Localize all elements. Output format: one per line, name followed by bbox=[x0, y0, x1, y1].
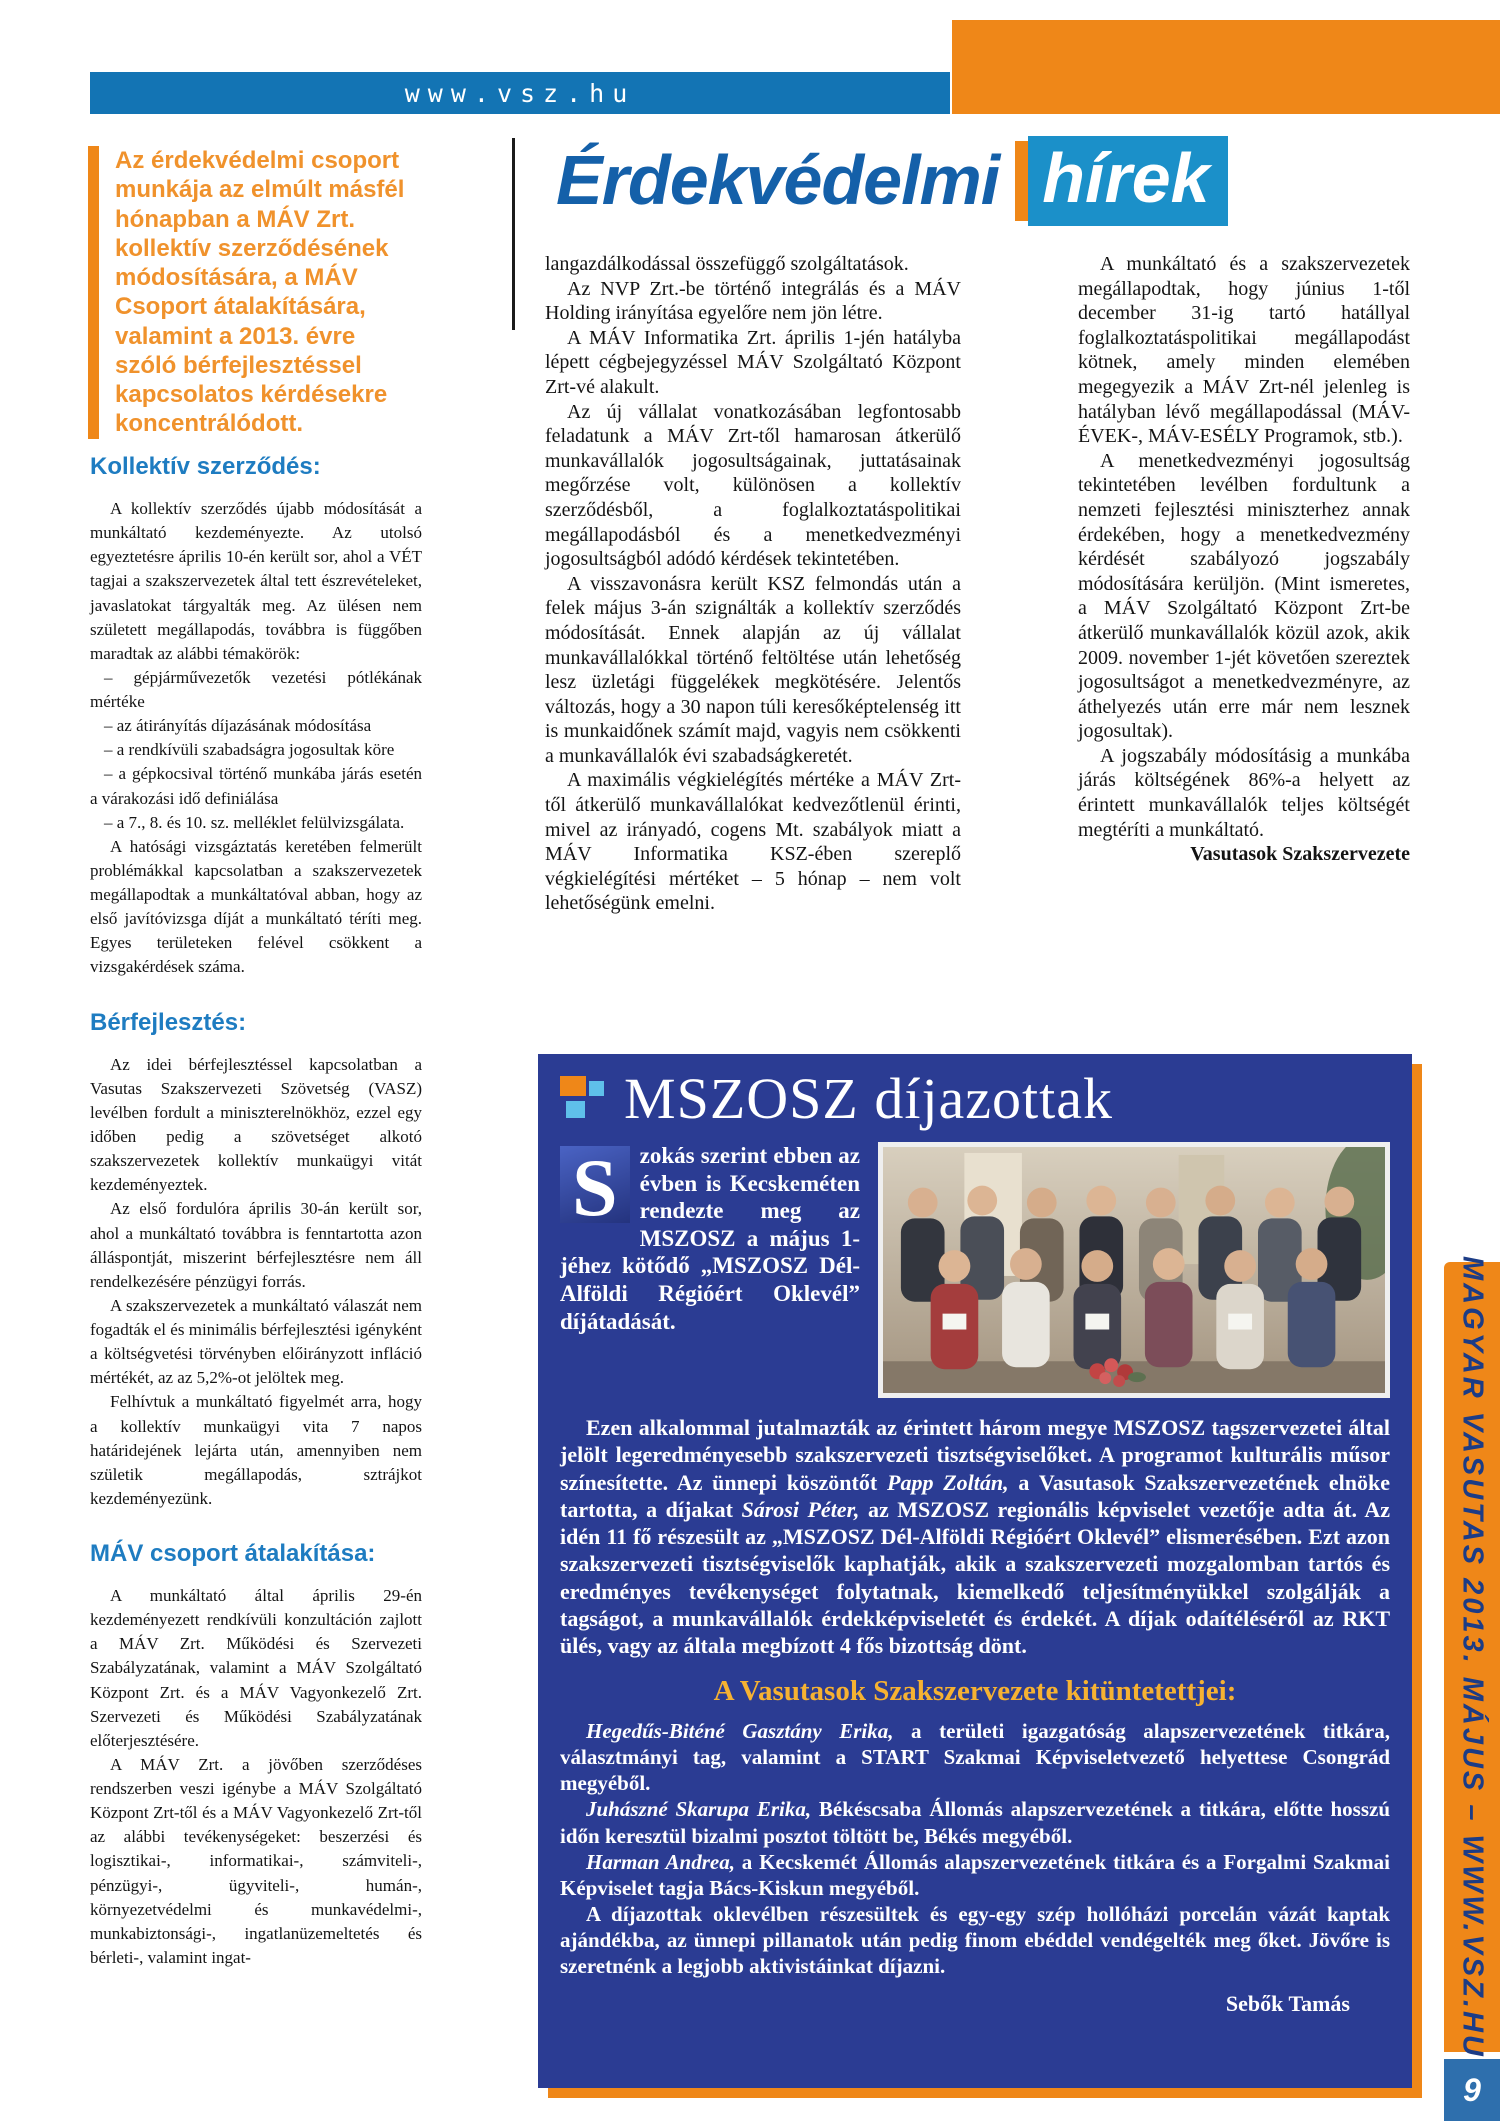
list-item: – a rendkívüli szabadságra jogosultak köre bbox=[104, 740, 395, 760]
article-paragraph: A kollektív szerződés újabb módosítását a munkáltató kezdeményezte. Az utolsó egyeztetésre április 10-én került sor, ahol a VÉT tagjai a szakszervezetek által tett észrevételeket, javaslatokat tárgyalták meg. Az ülésen nem született megállapodás, továbbra is függőben maradtak az alábbi témakörök: bbox=[90, 499, 422, 663]
spine-text: MAGYAR VASUTAS 2013. MÁJUS – WWW.VSZ.HU bbox=[1456, 1255, 1489, 2059]
site-url: www.vsz.hu bbox=[404, 78, 636, 108]
mszosz-body-paragraph bbox=[560, 1414, 1390, 1659]
list-item: – a 7., 8. és 10. sz. melléklet felülvizsgálata. bbox=[104, 812, 405, 832]
section-heading-mav-csoport: MÁV csoport átalakítása: bbox=[90, 1540, 376, 1568]
article-paragraph: A munkáltató és a szakszervezetek megállapodtak, hogy június 1-től december 31-ig tartó hatállyal foglalkoztatáspolitikai megállapodást kötnek, amely minden elemében megegyezik a MÁV Zrt-nél jelenleg is hatályban lévő megállapodással (MÁV-ÉVEK-, MÁV-ESÉLY Programok, stb.). bbox=[1078, 253, 1410, 448]
article-paragraph: Az új vállalat vonatkozásában legfontosabb feladatunk a MÁV Zrt-től hamarosan átkerülő munkavállalók jogosultságainak, juttatásainak megőrzése volt, különösen a kollektív szerződésből, a foglalkoztatáspolitikai megállapodásból és a menetkedvezményi jogosultságból adódó kérdések tekintetében. bbox=[545, 400, 961, 571]
person-name: Papp Zoltán, bbox=[887, 1469, 1009, 1495]
headline-main: Érdekvédelmi bbox=[556, 141, 1000, 219]
mszosz-award-box bbox=[538, 1054, 1412, 2088]
mszosz-signature: Sebők Tamás bbox=[1225, 1990, 1350, 2016]
body-text: az MSZOSZ regionális képviselet vezetője adta át. Az idén 11 fő részesült az „MSZOSZ Dél-Alföldi Régióért Oklevél” elismerésében. Ezt azon szakszervezeti tisztségviselők kaphatják, akik a szakszervezeti mozgalomban tartós és eredményes tevékenységet folytatnak, kiemelkedő teljesítményükkel szolgálják a tagságot, a munkavállalók érdekképviseletét és érdekét. A díjak odaítéléséről az RKT ülés, vagy az általa megbízott 4 fős bizottság dönt. bbox=[560, 1496, 1390, 1659]
article-paragraph: A jogszabály módosításig a munkába járás költségének 86%-a helyett az érintett munkavállalók teljes költségét megtéríti a munkáltató. bbox=[1078, 744, 1410, 841]
awardee-desc: a területi igazgatóság alapszervezetének titkára, választmányi tag, valamint a START Szakmai Képviseletvezető helyettese Csongrád megyéből. bbox=[560, 1719, 1390, 1796]
award-ceremony-photo bbox=[878, 1142, 1390, 1398]
awardee-name: Harman Andrea, bbox=[586, 1849, 735, 1874]
awardee-item bbox=[560, 1718, 1390, 1796]
header-orange-block bbox=[952, 20, 1500, 114]
group-photo-illustration bbox=[883, 1147, 1385, 1393]
mszosz-title: MSZOSZ díjazottak bbox=[624, 1066, 1114, 1131]
article-paragraph: A MÁV Zrt. a jövőben szerződéses rendszerben veszi igénybe a MÁV Szolgáltató Központ Zrt-től és a MÁV Vagyonkezelő Zrt-től az alábbi tevékenységeket: beszerzési és logisztikai-, informatikai-, számviteli-, pénzügyi-, ügyviteli-, humán-, környezetvédelmi és munkavédelmi-, munkabiztonsági-, ingatlanüzemeltetés és bérleti-, valamint ingat- bbox=[90, 1754, 422, 1967]
awardees-heading: A Vasutasok Szakszervezete kitüntetettjei: bbox=[713, 1675, 1237, 1708]
page-number: 9 bbox=[1444, 2059, 1500, 2121]
article-paragraph: A maximális végkielégítés mértéke a MÁV Zrt-től átkerülő munkavállalókat kedvezőtlenül érinti, mivel az irányadó, cogens Mt. szabályok miatt a MÁV Informatika KSZ-ében szereplő végkielégítési mértéket – 5 hónap – nem volt lehetőségünk emelni. bbox=[545, 769, 961, 915]
article-column-1 bbox=[90, 450, 422, 1970]
headline-accent-bar bbox=[1015, 141, 1028, 221]
article-signature: Vasutasok Szakszervezete bbox=[1190, 843, 1410, 866]
article-paragraph: A hatósági vizsgáztatás keretében felmerült problémákkal kapcsolatban a szakszervezetek megállapodtak a munkáltatóval abban, hogy az első javítóvizsga díját a munkáltató téríti meg. Egyes területeken felével csökkent a vizsgakérdések száma. bbox=[90, 836, 422, 977]
article-paragraph: A szakszervezetek a munkáltató válaszát nem fogadták el és minimális bérfejlesztési igényként a költségvetési törvényben előirányzott infláció mértékét, az az 5,2%-ot jelöltek meg. bbox=[90, 1295, 422, 1388]
headline bbox=[556, 136, 1228, 226]
awardee-desc: a Kecskemét Állomás alapszervezetének titkára és a Forgalmi Szakmai Képviselet tagja Bács-Kiskun megyéből. bbox=[560, 1849, 1390, 1900]
mszosz-title-bar bbox=[560, 1066, 1390, 1131]
lead-text: zokás szerint ebben az évben is Kecskeméten rendezte meg az MSZOSZ a május 1-jéhez kötődő „MSZOSZ Dél-Alföldi Régióért Oklevél” díjátadását. bbox=[560, 1143, 860, 1334]
headline-gap bbox=[999, 136, 1015, 226]
awardee-desc: Békéscsaba Állomás alapszervezetének a titkára, előtte hosszú időn keresztül bizalmi posztot töltött be, Békés megyéből. bbox=[560, 1797, 1390, 1848]
list-item: – a gépkocsival történő munkába járás esetén a várakozási idő definiálása bbox=[90, 764, 422, 808]
body-text: a Vasutasok Szakszervezetének elnöke tartotta, a díjakat bbox=[560, 1469, 1391, 1522]
awardee-item bbox=[560, 1849, 1390, 1901]
mszosz-lead-paragraph bbox=[560, 1142, 860, 1398]
vertical-divider bbox=[512, 138, 515, 330]
article-paragraph: Felhívtuk a munkáltató figyelmét arra, hogy a kollektív munkaügyi vita 7 napos határidejének lejárta után, amennyiben nem születik megállapodás, sztrájkot kezdeményezünk. bbox=[90, 1392, 422, 1508]
article-paragraph: A munkáltató által április 29-én kezdeményezett rendkívüli konzultáción zajlott a MÁV Zrt. Működési és Szervezeti Szabályzatának, valamint a MÁV Szolgáltató Központ Zrt. és a MÁV Vagyonkezelő Zrt. Szervezeti és Működési Szabályzatának előterjesztésére. bbox=[90, 1586, 422, 1750]
drop-cap: S bbox=[560, 1146, 630, 1223]
article-column-3 bbox=[1078, 252, 1410, 867]
intro-paragraph: Az érdekvédelmi csoport munkája az elmúlt másfél hónapban a MÁV Zrt. kollektív szerződésének módosítására, a MÁV Csoport átalakítására, valamint a 2013. évre szóló bérfejlesztéssel kapcsolatos kérdésekre koncentrálódott. bbox=[88, 146, 414, 439]
awardee-item bbox=[560, 1796, 1390, 1848]
header-bar bbox=[90, 72, 950, 114]
person-name: Sárosi Péter, bbox=[741, 1496, 860, 1522]
section-heading-kollektiv: Kollektív szerződés: bbox=[90, 453, 321, 480]
list-item: – az átirányítás díjazásának módosítása bbox=[104, 716, 372, 736]
article-paragraph: Az NVP Zrt.-be történő integrálás és a MÁV Holding irányítása egyelőre nem jön létre. bbox=[545, 277, 961, 325]
mszosz-closing-paragraph: A díjazottak oklevélben részesültek és egy-egy szép hollóházi porcelán vázát kaptak ajándékba, az ünnepi pillanatok után pedig finom ebéddel vendégelték meg őket. Jövőre is szeretnénk a legjobb aktivistáinkat díjazni. bbox=[560, 1901, 1390, 1978]
squares-logo-icon bbox=[560, 1076, 606, 1122]
article-column-2 bbox=[545, 252, 961, 916]
mszosz-top-row bbox=[560, 1142, 1390, 1398]
awardee-name: Hegedűs-Biténé Gasztány Erika, bbox=[586, 1719, 894, 1744]
headline-highlight: hírek bbox=[1028, 136, 1227, 226]
article-paragraph: A menetkedvezményi jogosultság tekintetében levélben fordultunk a nemzeti fejlesztési miniszterhez annak érdekében, hogy a menetkedvezmény kérdését szabályozó jogszabály módosítására kerüljön. (Mint ismeretes, a MÁV Szolgáltató Központ Zrt-be átkerülő munkavállalók közül azok, akik 2009. november 1-jét követően szereztek jogosultságot a menetkedvezményre, az áthelyezés után erre már nem lesznek jogosultak). bbox=[1078, 449, 1410, 743]
body-text: Ezen alkalommal jutalmazták az érintett három megye MSZOSZ tagszervezetei által jelölt legeredményesebb szakszervezeti tisztségviselőket. A programot kulturális műsor színesítette. Az ünnepi köszöntőt bbox=[560, 1415, 1390, 1495]
article-paragraph: Az idei bérfejlesztéssel kapcsolatban a Vasutas Szakszervezeti Szövetség (VASZ) levélben fordult a miniszterelnökhöz, ezzel egy időben pedig a szövetséget alkotó szakszervezetek kollektív munkaügyi vitát kezdeményeztek. bbox=[90, 1054, 422, 1195]
spine-bar bbox=[1444, 1255, 1500, 2059]
awardee-name: Juhászné Skarupa Erika, bbox=[586, 1797, 812, 1822]
article-paragraph: langazdálkodással összefüggő szolgáltatások. bbox=[545, 253, 909, 275]
list-item: – gépjárművezetők vezetési pótlékának mértéke bbox=[90, 667, 422, 712]
article-paragraph: Az első fordulóra április 30-án került sor, ahol a munkáltató továbbra is fenntartotta azon álláspontját, miszerint bérfejlesztésre nem áll rendelkezésére pénzügyi forrás. bbox=[90, 1199, 422, 1291]
article-paragraph: A visszavonásra került KSZ felmondás után a felek május 3-án szignálták a kollektív szerződés módosítását. Ennek alapján az új vállalat munkavállalókkal történő feltöltése után lehetőség lesz üzletági függelékek megkötésére. Jelentős változás, hogy a 30 napon túli keresőképtelenség itt is munkaidőnek számít majd, vagyis nem csökkenti a munkavállalók évi szabadságkeretét. bbox=[545, 572, 961, 767]
article-paragraph: A MÁV Informatika Zrt. április 1-jén hatályba lépett cégbejegyzéssel MÁV Szolgáltató Központ Zrt-vé alakult. bbox=[545, 326, 961, 398]
section-heading-berfejlesztes: Bérfejlesztés: bbox=[90, 1008, 247, 1036]
